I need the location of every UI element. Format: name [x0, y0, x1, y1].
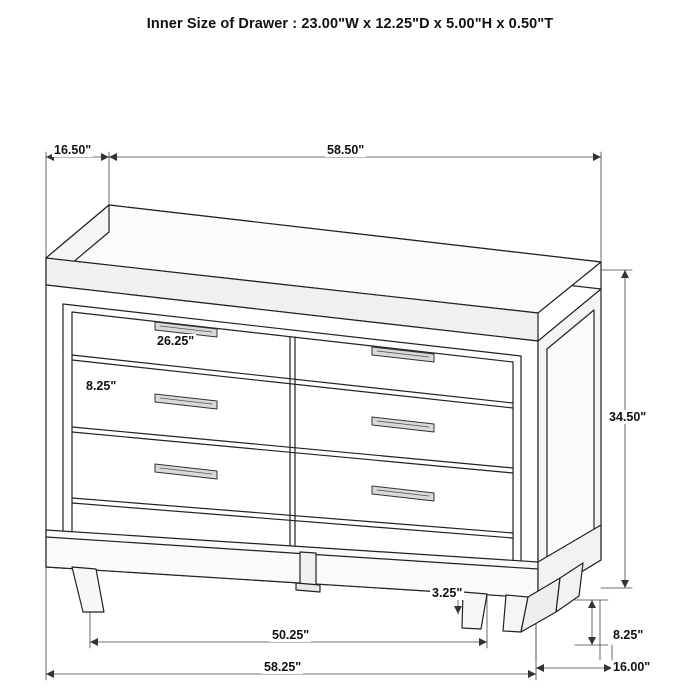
dim-side-depth: 16.00": [613, 660, 651, 674]
dim-case-height: 34.50": [609, 410, 647, 424]
dim-inner-width: 50.25": [272, 628, 310, 642]
dim-top-depth: 16.50": [54, 143, 92, 157]
dim-top-width: 58.50": [327, 143, 365, 157]
page-title: Inner Size of Drawer : 23.00"W x 12.25"D x 5.00"H x 0.50"T: [146, 16, 554, 32]
dim-drawer-width-top: 26.25": [157, 334, 195, 348]
dim-side-lower: 8.25": [613, 628, 644, 642]
dim-leg-clearance: 3.25": [432, 586, 463, 600]
dim-drawer-height: 8.25": [86, 379, 117, 393]
dim-overall-width: 58.25": [264, 660, 302, 674]
